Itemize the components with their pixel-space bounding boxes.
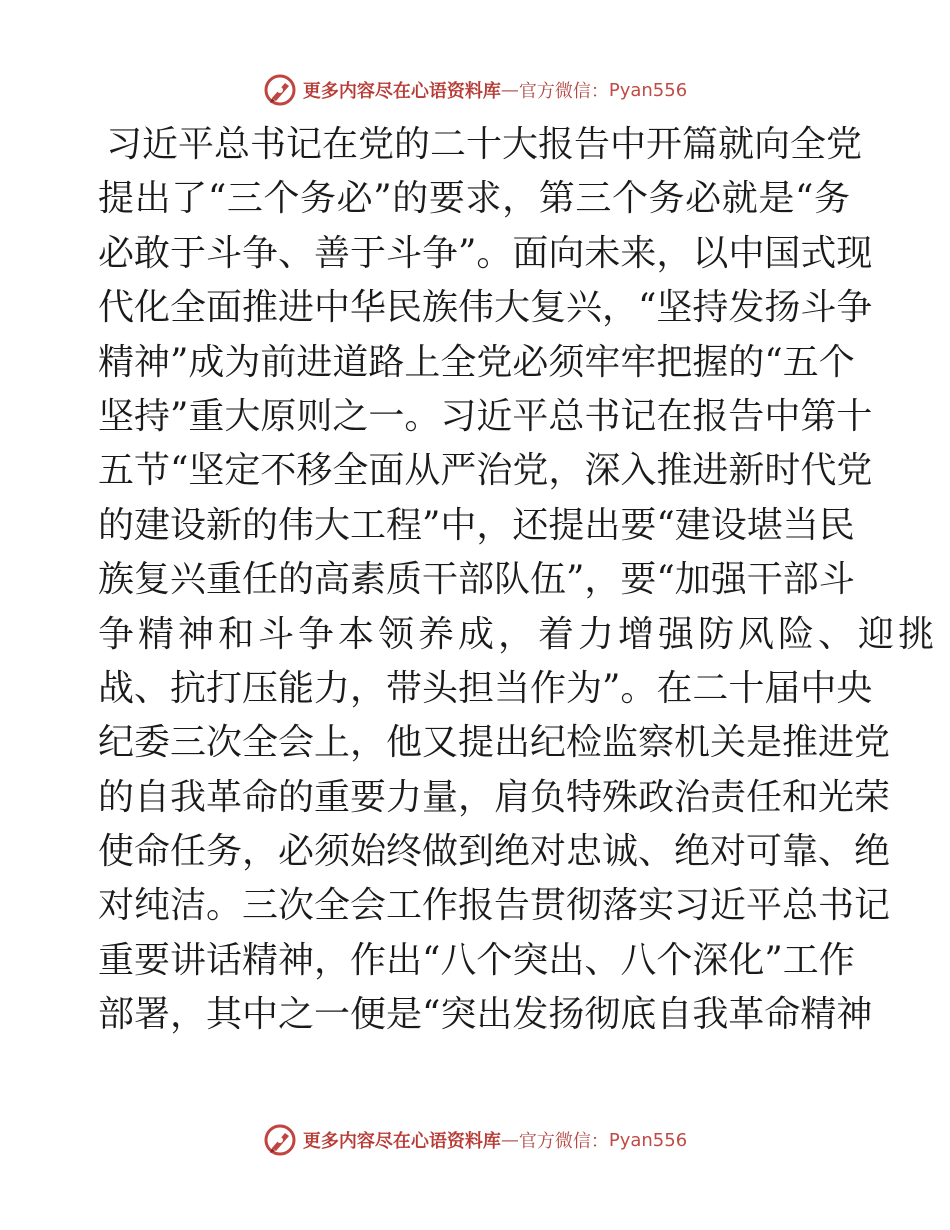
text-line: 纪委三次全会上，他又提出纪检监察机关是推进党 <box>98 722 891 764</box>
header-watermark <box>0 70 950 110</box>
watermark-brand: 更多内容尽在心语资料库 <box>302 1131 501 1152</box>
watermark-separator: — <box>500 79 519 101</box>
pen-logo-icon <box>263 1123 297 1157</box>
document-body <box>98 118 939 1043</box>
text-line: 的建设新的伟大工程”中，还提出要“建设堪当民 <box>98 504 855 546</box>
watermark-contact-label: 官方微信： <box>518 1131 609 1152</box>
text-line: 坚持”重大原则之一。习近平总书记在报告中第十 <box>98 395 873 437</box>
text-line: 重要讲话精神，作出“八个突出、八个深化”工作 <box>98 939 855 981</box>
watermark-separator: — <box>500 1129 519 1151</box>
text-line: 五节“坚定不移全面从严治党，深入推进新时代党 <box>98 450 873 492</box>
pen-logo-icon <box>263 73 297 107</box>
text-line: 战、抗打压能力，带头担当作为”。在二十届中央 <box>98 667 873 709</box>
watermark-brand: 更多内容尽在心语资料库 <box>302 81 501 102</box>
text-line: 习近平总书记在党的二十大报告中开篇就向全党 <box>106 124 863 165</box>
text-line: 代化全面推进中华民族伟大复兴，“坚持发扬斗争 <box>98 287 873 329</box>
text-line: 部署，其中之一便是“突出发扬彻底自我革命精神 <box>98 994 873 1036</box>
text-line: 使命任务，必须始终做到绝对忠诚、绝对可靠、绝 <box>98 831 891 873</box>
text-line: 对纯洁。三次全会工作报告贯彻落实习近平总书记 <box>98 885 891 927</box>
text-line: 族复兴重任的高素质干部队伍”，要“加强干部斗 <box>98 559 855 601</box>
watermark-wechat-id: Pyan556 <box>608 1129 688 1151</box>
text-line: 争精神和斗争本领养成，着力增强防风险、迎挑 <box>98 613 939 655</box>
text-line: 的自我革命的重要力量，肩负特殊政治责任和光荣 <box>98 776 891 818</box>
footer-watermark <box>0 1120 950 1160</box>
watermark-wechat-id: Pyan556 <box>608 79 688 101</box>
text-line: 精神”成为前进道路上全党必须牢牢把握的“五个 <box>98 341 855 383</box>
text-line: 提出了“三个务必”的要求，第三个务必就是“务 <box>98 178 850 220</box>
watermark-contact-label: 官方微信： <box>518 81 609 102</box>
text-line: 必敢于斗争、善于斗争”。面向未来，以中国式现 <box>98 232 873 274</box>
